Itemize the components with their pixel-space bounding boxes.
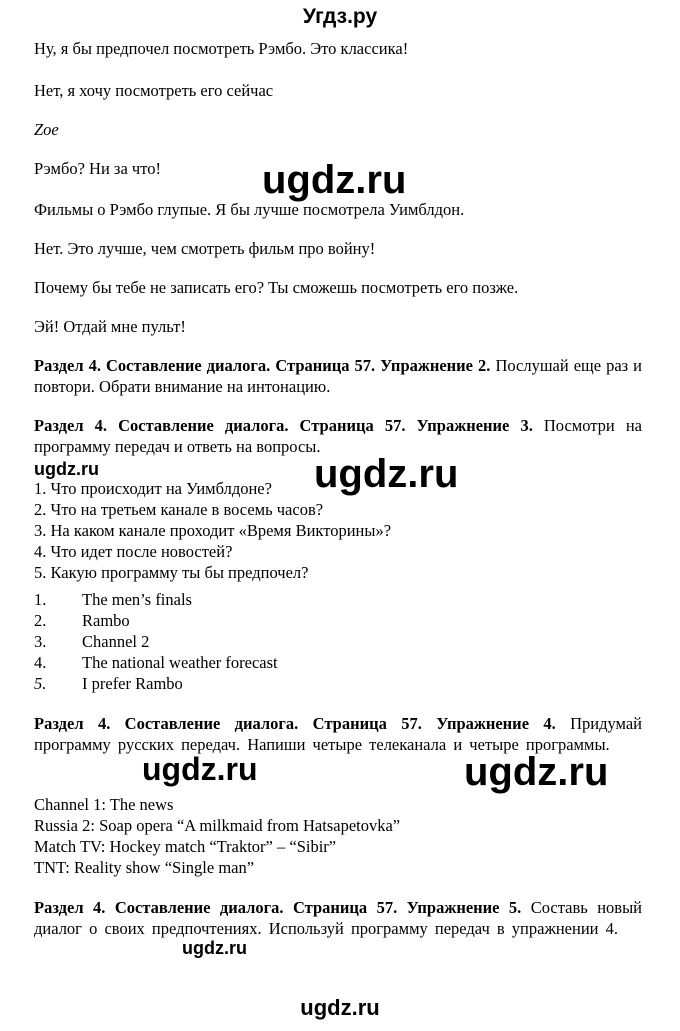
dialogue-line: Эй! Отдай мне пульт! [34, 317, 186, 336]
answer-text: Channel 2 [82, 632, 150, 651]
channel-item: TNT: Reality show “Single man” [34, 858, 255, 877]
dialogue-line: Нет. Это лучше, чем смотреть фильм про войну! [34, 239, 376, 258]
footer-watermark: ugdz.ru [300, 995, 380, 1020]
channel-item: Channel 1: The news [34, 795, 174, 814]
watermark: ugdz.ru [34, 459, 99, 479]
answer-number: 1. [34, 590, 47, 609]
exercise-heading: Раздел 4. Составление диалога. Страница 57. Упражнение 3. [34, 416, 533, 435]
channel-item: Match TV: Hockey match “Traktor” – “Sibir” [34, 837, 337, 856]
dialogue-line: Почему бы тебе не записать его? Ты сможешь посмотреть его позже. [34, 278, 519, 297]
watermark: ugdz.ru [182, 938, 247, 958]
exercise-task: Составь новый диалог о своих предпочтениях. Используй программу передач в упражнении 4. [34, 898, 643, 938]
speaker-name: Zoe [34, 120, 59, 139]
question: 5. Какую программу ты бы предпочел? [34, 563, 309, 582]
exercise-heading: Раздел 4. Составление диалога. Страница 57. Упражнение 2. [34, 356, 491, 375]
exercise-heading: Раздел 4. Составление диалога. Страница 57. Упражнение 4. [34, 714, 556, 733]
dialogue-line: Фильмы о Рэмбо глупые. Я бы лучше посмотрела Уимблдон. [34, 200, 465, 219]
exercise-3 [34, 415, 642, 457]
question: 2. Что на третьем канале в восемь часов? [34, 500, 324, 519]
dialogue-line: Ну, я бы предпочел посмотреть Рэмбо. Это классика! [34, 39, 409, 58]
watermark: ugdz.ru [262, 158, 407, 202]
exercise-2 [34, 355, 642, 397]
exercise-task: Придумай программу русских передач. Напиши четыре телеканала и четыре программы. [34, 714, 643, 754]
answer-number: 2. [34, 611, 47, 630]
site-header: Угдз.ру [302, 5, 378, 28]
exercise-4 [34, 713, 642, 755]
question: 4. Что идет после новостей? [34, 542, 233, 561]
watermark: ugdz.ru [314, 452, 459, 496]
answer-text: The men’s finals [82, 590, 192, 609]
dialogue-line: Нет, я хочу посмотреть его сейчас [34, 81, 274, 100]
watermark: ugdz.ru [142, 751, 258, 787]
answer-text: The national weather forecast [82, 653, 278, 672]
exercise-5 [34, 897, 642, 939]
question: 1. Что происходит на Уимблдоне? [34, 479, 272, 498]
answer-number: 3. [34, 632, 47, 651]
exercise-task: Посмотри на программу передач и ответь на вопросы. [34, 416, 642, 456]
answer-text: Rambo [82, 611, 130, 630]
channel-item: Russia 2: Soap opera “A milkmaid from Hatsapetovka” [34, 816, 401, 835]
answer-number: 5. [34, 674, 47, 693]
dialogue-line: Рэмбо? Ни за что! [34, 159, 161, 178]
exercise-heading: Раздел 4. Составление диалога. Страница 57. Упражнение 5. [34, 898, 522, 917]
answer-text: I prefer Rambo [82, 674, 183, 693]
watermark: ugdz.ru [464, 750, 609, 794]
question: 3. На каком канале проходит «Время Викторины»? [34, 521, 392, 540]
exercise-task: Послушай еще раз и повтори. Обрати внимание на интонацию. [34, 356, 643, 396]
answer-number: 4. [34, 653, 47, 672]
